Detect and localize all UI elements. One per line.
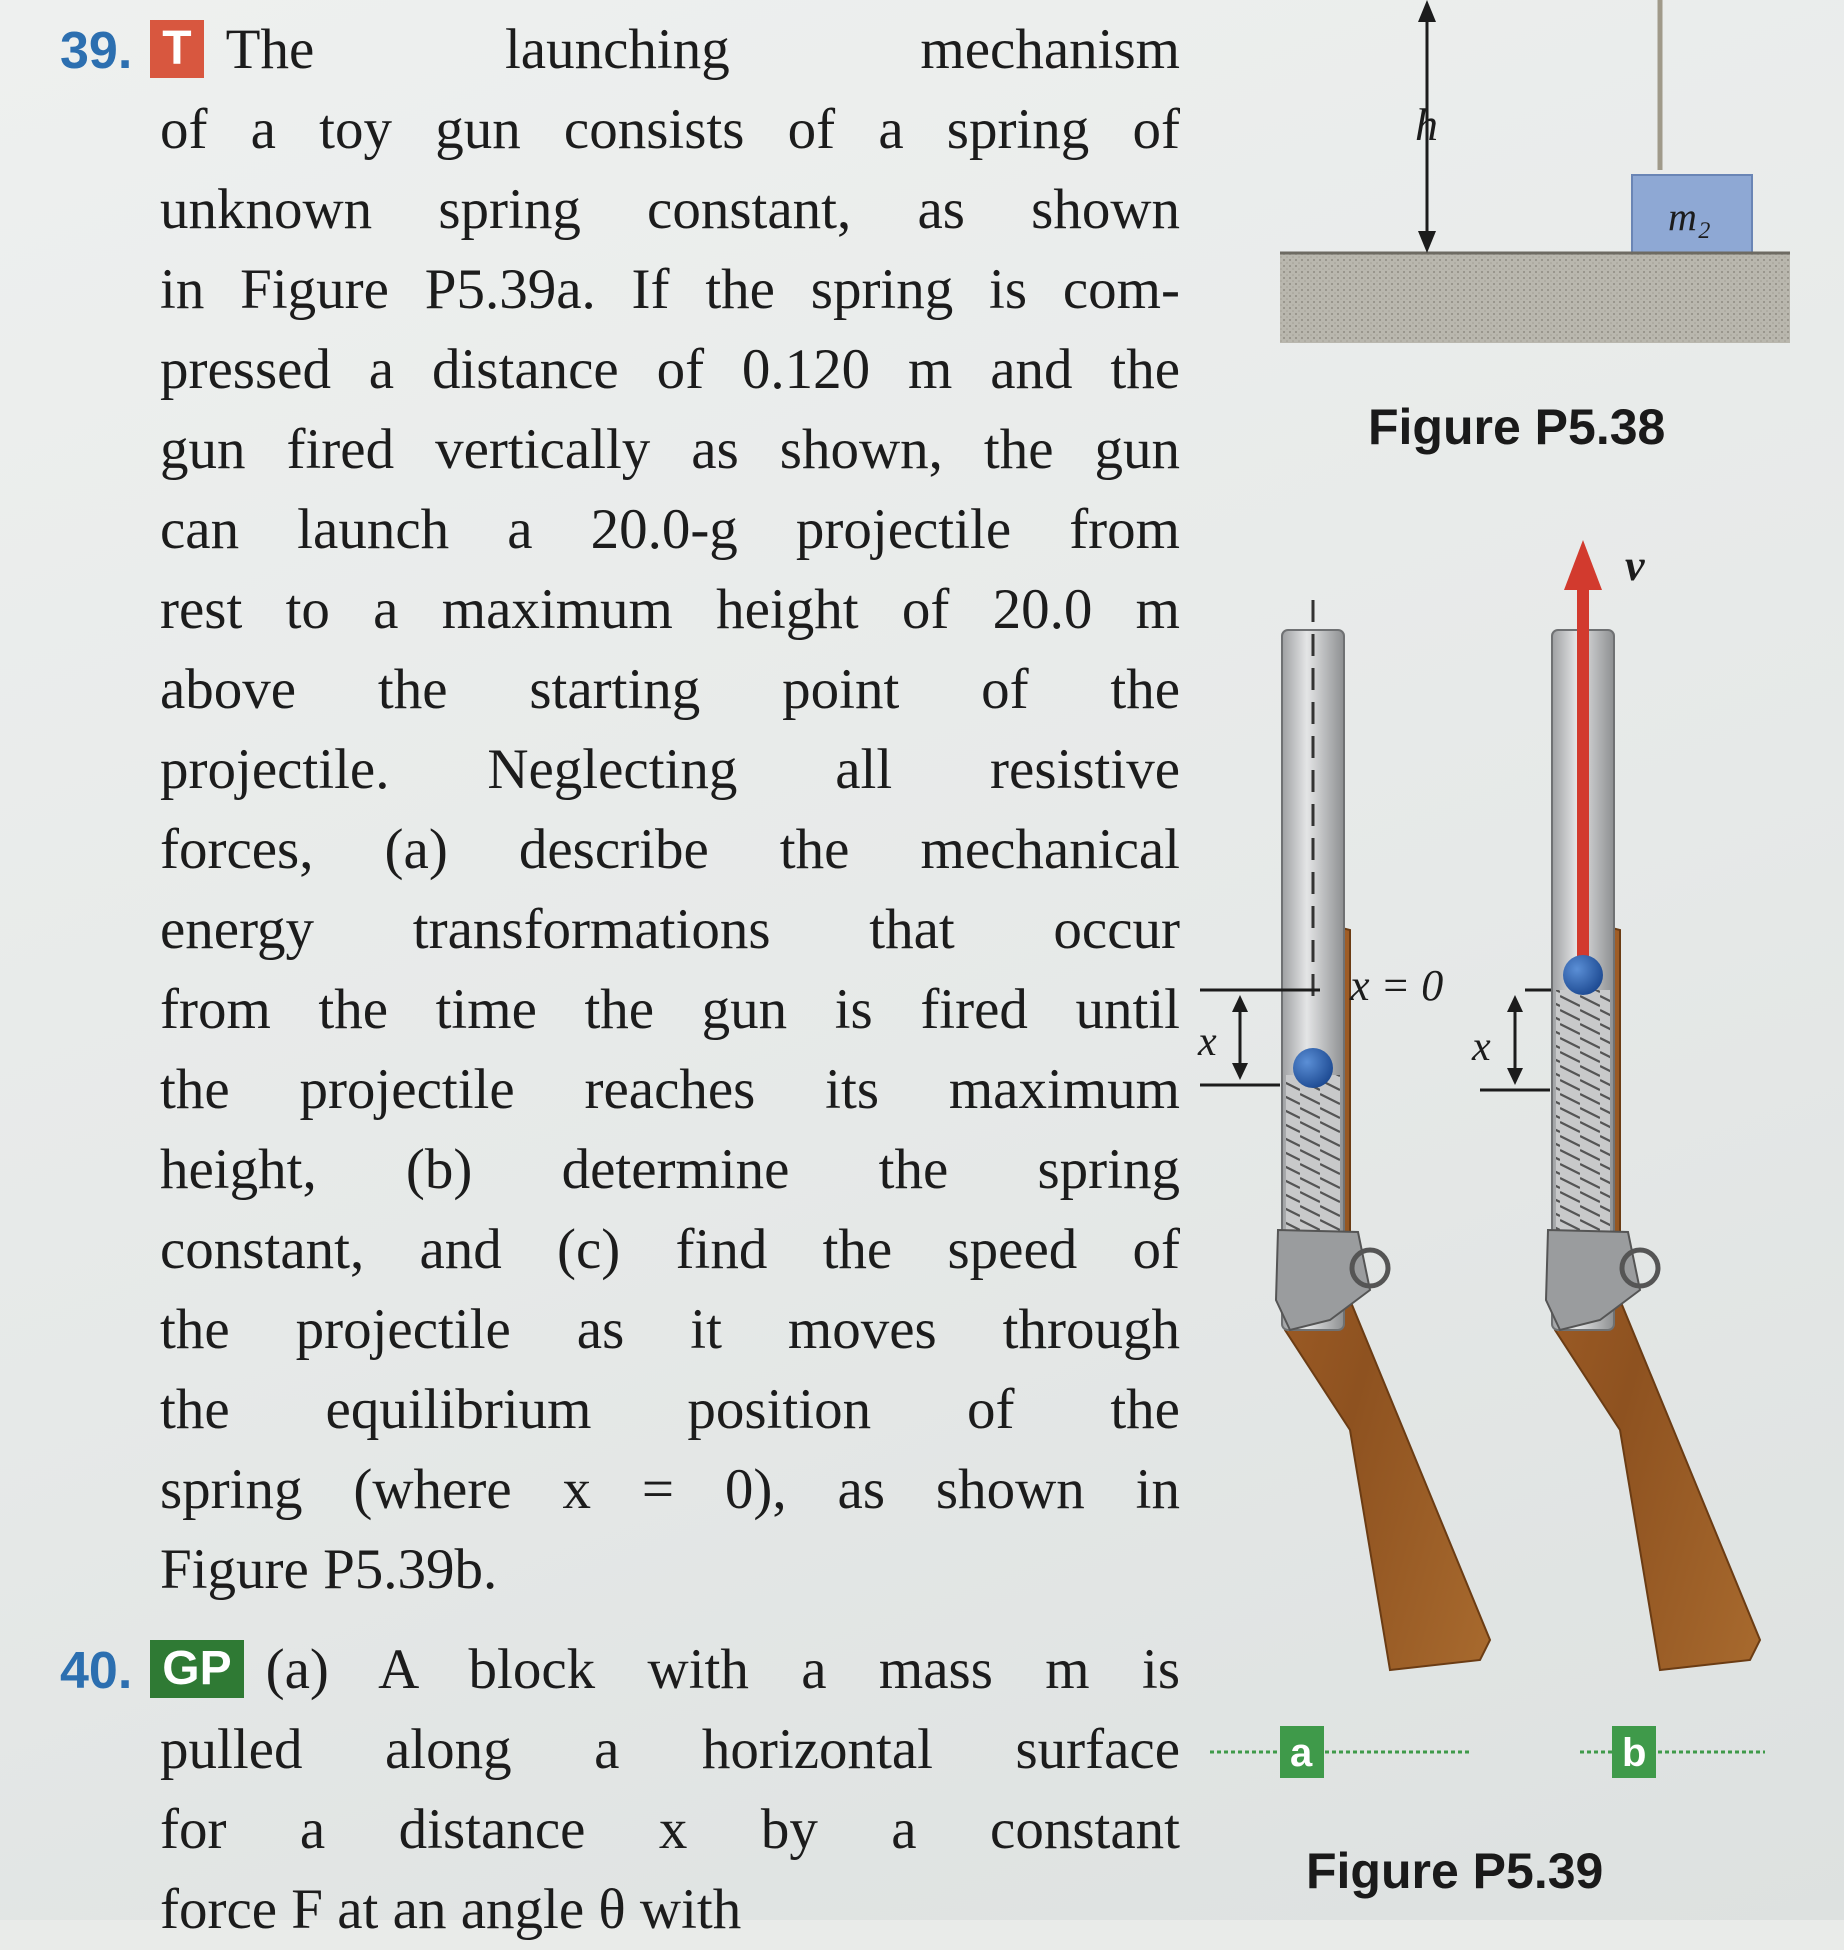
problem-40-line: for a distance x by a constant <box>160 1798 1180 1861</box>
ground-surface <box>1280 253 1790 343</box>
equilibrium-label: x = 0 <box>1350 961 1444 1010</box>
problem-39-line: unknown spring constant, as shown <box>160 178 1180 241</box>
projectile <box>1563 955 1603 995</box>
problem-39-line: projectile. Neglecting all resistive <box>160 738 1180 801</box>
problem-39-line: can launch a 20.0-g projectile from <box>160 498 1180 561</box>
svg-text:b: b <box>1622 1731 1647 1775</box>
problem-badge-t: T <box>150 20 203 78</box>
problem-39-line: the equilibrium position of the <box>160 1378 1180 1441</box>
problem-39 <box>60 10 1180 1610</box>
problem-39-line: of a toy gun consists of a spring of <box>160 98 1180 161</box>
problem-39-line: spring (where x = 0), as shown in <box>160 1458 1180 1521</box>
problem-39-line: rest to a maximum height of 20.0 m <box>160 578 1180 641</box>
problem-39-line <box>60 10 1180 90</box>
figure-caption-p5-38: Figure P5.38 <box>1368 399 1666 455</box>
problem-39-line: the projectile reaches its maximum <box>160 1058 1180 1121</box>
problem-39-line: the projectile as it moves through <box>160 1298 1180 1361</box>
height-label: h <box>1415 99 1438 150</box>
arrowhead-up-icon <box>1564 540 1602 590</box>
problem-39-line: above the starting point of the <box>160 658 1180 721</box>
problem-39-line: in Figure P5.39a. If the spring is com- <box>160 258 1180 321</box>
figure-p5-39-panel-b <box>1471 540 1765 1778</box>
problem-40 <box>60 1630 1180 1950</box>
mass-label: m₂ <box>1668 194 1711 239</box>
arrowhead-up-icon <box>1418 0 1436 22</box>
problem-badge-gp: GP <box>150 1640 243 1698</box>
problem-39-line: Figure P5.39b. <box>160 1538 498 1601</box>
problem-39-line: pressed a distance of 0.120 m and the <box>160 338 1180 401</box>
problem-text: (a) A block with a mass m is <box>265 1638 1180 1701</box>
figure-p5-38 <box>1280 0 1790 343</box>
velocity-label: v⃗ <box>1625 541 1679 590</box>
problem-number: 40. <box>60 1642 133 1700</box>
compression-label-a: x <box>1198 1019 1217 1065</box>
problem-text: The launching mechanism <box>225 18 1180 81</box>
projectile <box>1293 1048 1333 1088</box>
svg-text:a: a <box>1290 1731 1313 1775</box>
problem-39-line: gun fired vertically as shown, the gun <box>160 418 1180 481</box>
compression-label-b: x <box>1472 1024 1491 1070</box>
arrowhead-down-icon <box>1418 231 1436 253</box>
figure-caption-p5-39: Figure P5.39 <box>1306 1843 1604 1899</box>
problem-40-line: force F at an angle θ with <box>160 1878 742 1941</box>
figure-p5-39-panel-a <box>1197 600 1490 1778</box>
problem-39-line: height, (b) determine the spring <box>160 1138 1180 1201</box>
problem-39-line: constant, and (c) find the speed of <box>160 1218 1180 1281</box>
text-column <box>60 10 1180 1950</box>
problem-40-line <box>60 1630 1180 1710</box>
problem-39-line: forces, (a) describe the mechanical <box>160 818 1180 881</box>
problem-39-line: from the time the gun is fired until <box>160 978 1180 1041</box>
problem-40-line: pulled along a horizontal surface <box>160 1718 1180 1781</box>
figures-area <box>1180 0 1844 1920</box>
problem-number: 39. <box>60 22 133 80</box>
problem-39-line: energy transformations that occur <box>160 898 1180 961</box>
